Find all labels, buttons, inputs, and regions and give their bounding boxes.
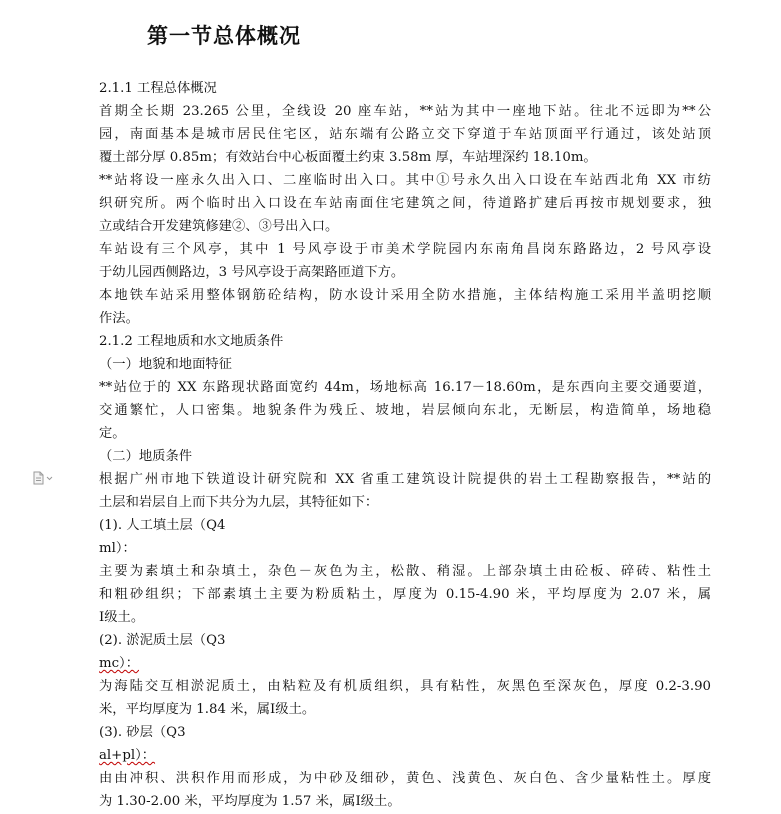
document-icon[interactable] <box>32 470 54 484</box>
paragraph-line: **站将设一座永久出入口、二座临时出入口。其中①号永久出入口设在车站西北角 XX 市纺 <box>99 173 711 188</box>
paragraph-line: 首期全长期 23.265 公里，全线设 20 座车站，**站为其中一座地下站。往北不远即为**公 <box>99 104 711 119</box>
layer-code-line: al+pl）： <box>99 748 156 763</box>
paragraph-line: 米，平均厚度为 1.84 米，属Ⅰ级土。 <box>99 702 316 717</box>
paragraph-line: 车站设有三个风亭，其中 1 号风亭设于市美术学院园内东南角昌岗东路路边，2 号风亭设 <box>99 242 711 257</box>
paragraph-line: 定。 <box>99 426 126 441</box>
layer-heading-3: (3). 砂层（Q3 <box>99 725 186 740</box>
heading-2-1-1: 2.1.1 工程总体概况 <box>99 81 217 96</box>
paragraph-line: 园，南面基本是城市居民住宅区，站东端有公路立交下穿道于车站顶面平行通过，该处站顶 <box>99 127 711 142</box>
heading-2-1-2: 2.1.2 工程地质和水文地质条件 <box>99 334 284 349</box>
layer-code-line: ml）： <box>99 541 136 556</box>
paragraph-line: **站位于的 XX 东路现状路面宽约 44m，场地标高 16.17－18.60m，是东西向主要交通要道， <box>99 380 711 395</box>
paragraph-line: 织研究所。两个临时出入口设在车站南面住宅建筑之间，待道路扩建后再按市规划要求，独 <box>99 196 711 211</box>
document-body <box>99 77 711 813</box>
section-title: 第一节总体概况 <box>147 23 301 48</box>
paragraph-line: 根据广州市地下铁道设计研究院和 XX 省重工建筑设计院提供的岩土工程勘察报告，**站的 <box>99 472 711 487</box>
layer-code-line: mc）： <box>99 656 139 671</box>
subheading-geology: （二）地质条件 <box>99 449 193 464</box>
paragraph-line: 于幼儿园西侧路边，3 号风亭设于高架路匝道下方。 <box>99 265 405 280</box>
paragraph-line: 交通繁忙，人口密集。地貌条件为残丘、坡地，岩层倾向东北，无断层，构造简单，场地稳 <box>99 403 711 418</box>
paragraph-line: 由由冲积、洪积作用而形成，为中砂及细砂，黄色、浅黄色、灰白色、含少量粘性土。厚度 <box>99 771 711 786</box>
paragraph-line: 和粗砂组织；下部素填土主要为粉质粘土，厚度为 0.15-4.90 米，平均厚度为 2.07 米，属 <box>99 587 711 602</box>
paragraph-line: 立或结合开发建筑修建②、③号出入口。 <box>99 219 339 234</box>
paragraph-line: 为 1.30-2.00 米，平均厚度为 1.57 米，属Ⅰ级土。 <box>99 794 401 809</box>
paragraph-line: 覆土部分厚 0.85m；有效站台中心板面覆土约束 3.58m 厚，车站埋深约 18.10m。 <box>99 150 597 165</box>
layer-heading-1: (1). 人工填土层（Q4 <box>99 518 226 533</box>
layer-heading-2: (2). 淤泥质土层（Q3 <box>99 633 226 648</box>
paragraph-line: 主要为素填土和杂填土，杂色－灰色为主，松散、稍湿。上部杂填土由砼板、碎砖、粘性土 <box>99 564 711 579</box>
paragraph-line: 作法。 <box>99 311 139 326</box>
paragraph-line: 土层和岩层自上而下共分为九层，其特征如下： <box>99 495 379 510</box>
paragraph-line: 为海陆交互相淤泥质土，由粘粒及有机质组织，具有粘性，灰黑色至深灰色，厚度 0.2-3.90 <box>99 679 711 694</box>
subheading-landform: （一）地貌和地面特征 <box>99 357 232 372</box>
paragraph-line: 本地铁车站采用整体钢筋砼结构，防水设计采用全防水措施，主体结构施工采用半盖明挖顺 <box>99 288 711 303</box>
paragraph-line: Ⅰ级土。 <box>99 610 145 625</box>
